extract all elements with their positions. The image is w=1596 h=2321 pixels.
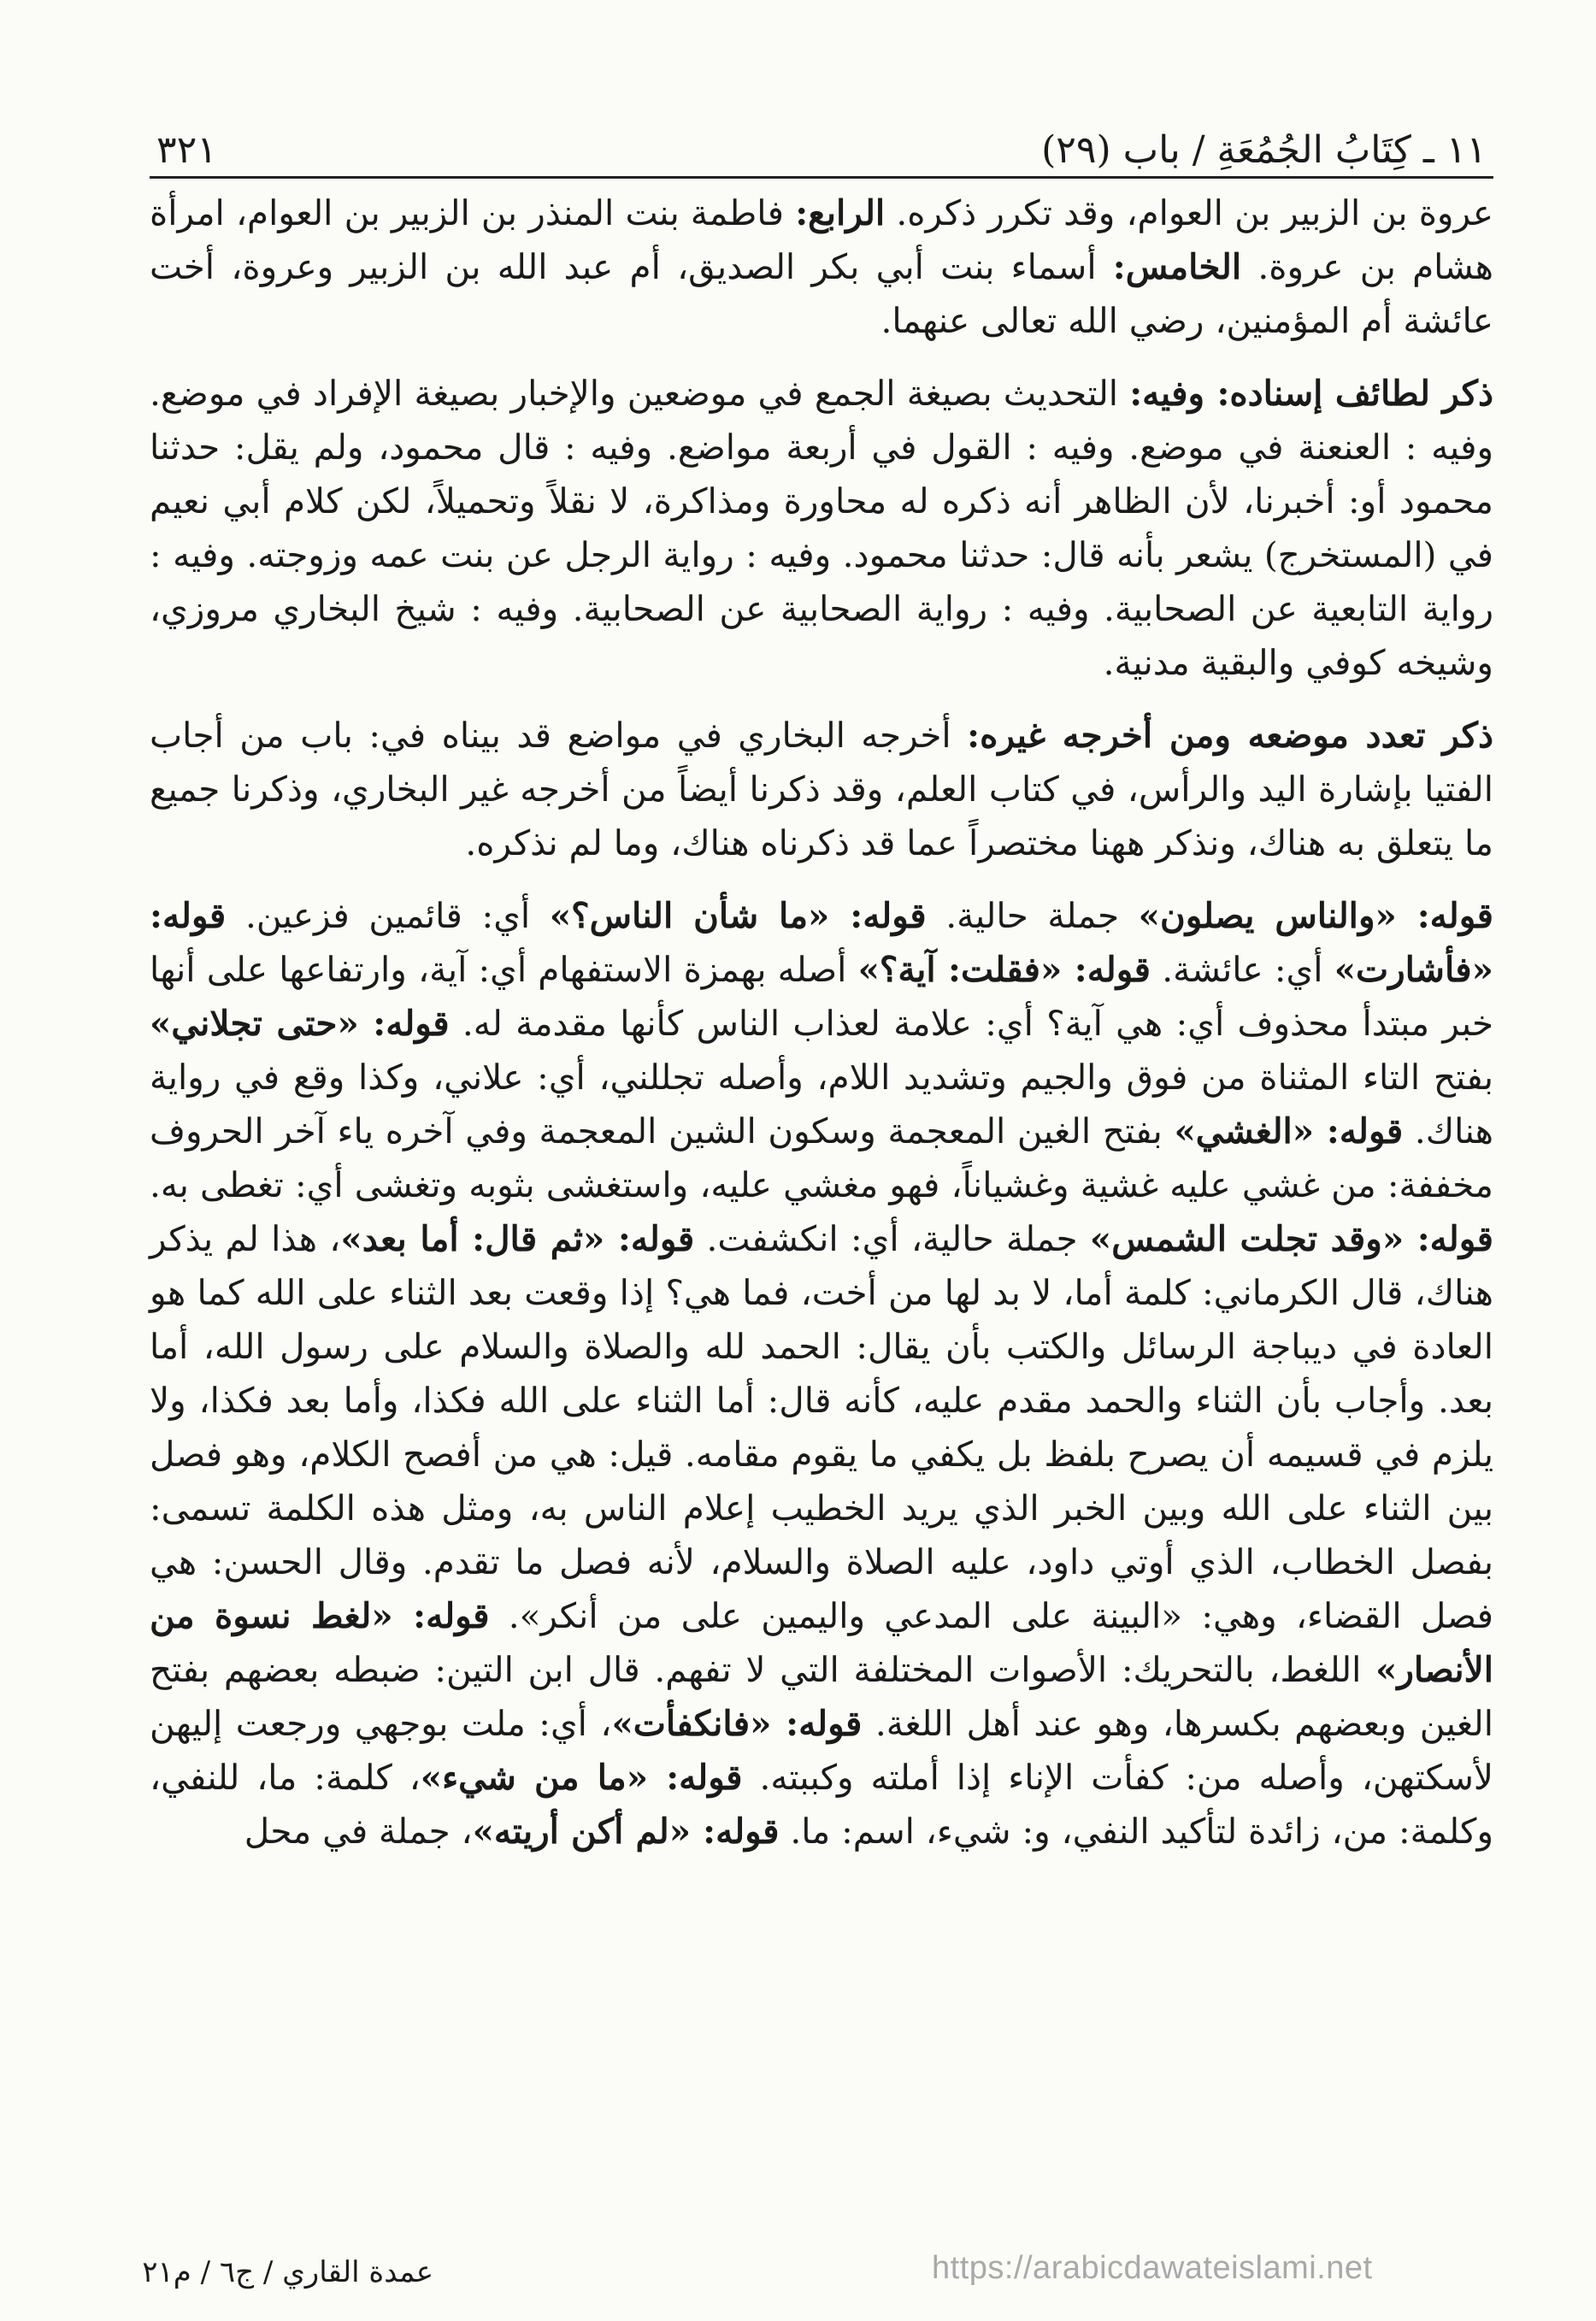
paragraph-text: ، أي: ملت بوجهي ورجعت إليهن لأسكتهن، وأصله من: كفأت الإناء إذا أملته وكببته.	[150, 1703, 1493, 1798]
bold-heading-text: الرابع:	[795, 192, 886, 233]
paragraph-text: فاطمة بنت المنذر بن الزبير بن العوام، امرأة هشام بن عروة.	[150, 192, 1493, 287]
bold-heading-text: قوله: «الغشي»	[1174, 1110, 1404, 1152]
bold-heading-text: قوله: «ثم قال: أما بعد»	[340, 1218, 695, 1259]
paragraph-text: أي: عائشة.	[1151, 949, 1334, 990]
bold-heading-text: قوله: «وقد تجلت الشمس»	[1089, 1218, 1494, 1259]
page-body	[150, 186, 1493, 1859]
paragraph	[150, 889, 1493, 1859]
paragraph-text: أي: قائمين فزعين.	[226, 895, 550, 936]
bold-heading-text: الخامس:	[1112, 246, 1242, 287]
chapter-title: ١١ ـ كِتَابُ الجُمُعَةِ / باب (٢٩)	[1041, 128, 1487, 172]
paragraph	[150, 367, 1493, 690]
paragraph-text: التحديث بصيغة الجمع في موضعين والإخبار بصيغة الإفراد في موضع. وفيه : العنعنة في موضع. وفيه : القول في أربعة مواضع. وفيه : قال محمود، ولم يقل: حدثنا محمود أو: أخبرنا، لأن الظاهر أنه ذكره له محاورة ومذاكرة، لا نقلاً وتحميلاً، لكن كلام أبي نعيم في (المستخرج) يشعر بأنه قال: حدثنا محمود. وفيه : رواية الرجل عن بنت عمه وزوجته. وفيه : رواية التابعية عن الصحابية. وفيه : رواية الصحابية عن الصحابية. وفيه : شيخ البخاري مروزي، وشيخه كوفي والبقية مدنية.	[150, 373, 1493, 683]
paragraph-text: بفتح الغين المعجمة وسكون الشين المعجمة وفي آخره ياء آخر الحروف مخففة: من غشي عليه غشية وغشياناً، فهو مغشي عليه، واستغشى بثوبه وتغشى أي: تغطى به.	[150, 1110, 1493, 1205]
paragraph-text: جملة حالية، أي: انكشفت.	[694, 1218, 1090, 1259]
running-header	[150, 101, 1493, 172]
paragraph-text: أسماء بنت أبي بكر الصديق، أم عبد الله بن الزبير وعروة، أخت عائشة أم المؤمنين، رضي الله تعالى عنهما.	[150, 246, 1493, 341]
page-number: ٣٢١	[156, 128, 217, 172]
bold-heading-text: قوله: «فقلت: آية؟»	[857, 949, 1151, 990]
paragraph-text: ، كلمة: ما، للنفي، وكلمة: من، زائدة لتأكيد النفي، و: شيء، اسم: ما.	[150, 1757, 1493, 1852]
bold-heading-text: قوله: «والناس يصلون»	[1138, 895, 1493, 936]
paragraph	[150, 186, 1493, 348]
bold-heading-text: قوله: «حتى تجلاني»	[150, 1003, 450, 1044]
bold-heading-text: قوله: «ما من شيء»	[420, 1757, 743, 1798]
bold-heading-text: قوله: «ما شأن الناس؟»	[549, 895, 927, 936]
bold-heading-text: ذكر لطائف إسناده: وفيه:	[1129, 373, 1493, 414]
paragraph-text: جملة حالية.	[926, 895, 1139, 936]
paragraph-text: أصله بهمزة الاستفهام أي: آية، وارتفاعها على أنها خبر مبتدأ محذوف أي: هي آية؟ أي: علامة لعذاب الناس كأنها مقدمة له.	[150, 949, 1493, 1044]
bold-heading-text: قوله: «فانكفأت»	[611, 1703, 863, 1744]
bold-heading-text: قوله: «لغط نسوة من الأنصار»	[150, 1595, 1493, 1690]
bold-heading-text: ذكر تعدد موضعه ومن أخرجه غيره:	[967, 715, 1493, 756]
header-rule	[150, 176, 1493, 179]
paragraph-text: ، هذا لم يذكر هناك، قال الكرماني: كلمة أما، لا بد لها من أخت، فما هي؟ إذا وقعت بعد الثناء على الله كما هو العادة في ديباجة الرسائل والكتب بأن يقال: الحمد لله والصلاة والسلام على رسول الله، أما بعد. وأجاب بأن الثناء والحمد مقدم عليه، كأنه قال: أما الثناء على الله فكذا، وأما بعد فكذا، ولا يلزم في قسيمه أن يصرح بلفظ بل يكفي ما يقوم مقامه. قيل: هي من أفصح الكلام، وهو فصل بين الثناء على الله وبين الخبر الذي يريد الخطيب إعلام الناس به، ومثل هذه الكلمة تسمى: بفصل الخطاب، الذي أوتي داود، عليه الصلاة والسلام، لأنه فصل ما تقدم. وقال الحسن: هي فصل القضاء، وهي: «البينة على المدعي واليمين على من أنكر».	[150, 1218, 1493, 1636]
paragraph-text: عروة بن الزبير بن العوام، وقد تكرر ذكره.	[885, 192, 1493, 233]
source-reference: عمدة القاري / ج٦ / م٢١	[142, 2255, 433, 2289]
watermark: https://arabicdawateislami.net	[932, 2250, 1373, 2286]
bold-heading-text: قوله: «لم أكن أريته»	[472, 1811, 780, 1852]
paragraph-text: اللغط، بالتحريك: الأصوات المختلفة التي لا تفهم. قال ابن التين: ضبطه بعضهم بفتح الغين وبعضهم بكسرها، وهو عند أهل اللغة.	[150, 1649, 1493, 1744]
paragraph-text: أخرجه البخاري في مواضع قد بيناه في: باب من أجاب الفتيا بإشارة اليد والرأس، في كتاب العلم، وقد ذكرنا أيضاً من أخرجه غير البخاري، وذكرنا جميع ما يتعلق به هناك، ونذكر ههنا مختصراً عما قد ذكرناه هناك، وما لم نذكره.	[150, 715, 1493, 863]
paragraph	[150, 709, 1493, 870]
paragraph-text: بفتح التاء المثناة من فوق والجيم وتشديد اللام، وأصله تجللني، أي: علاني، وكذا وقع في رواية هناك.	[150, 1057, 1494, 1152]
bold-heading-text: قوله: «فأشارت»	[150, 895, 1493, 990]
paragraph-text: ، جملة في محل	[244, 1811, 473, 1852]
